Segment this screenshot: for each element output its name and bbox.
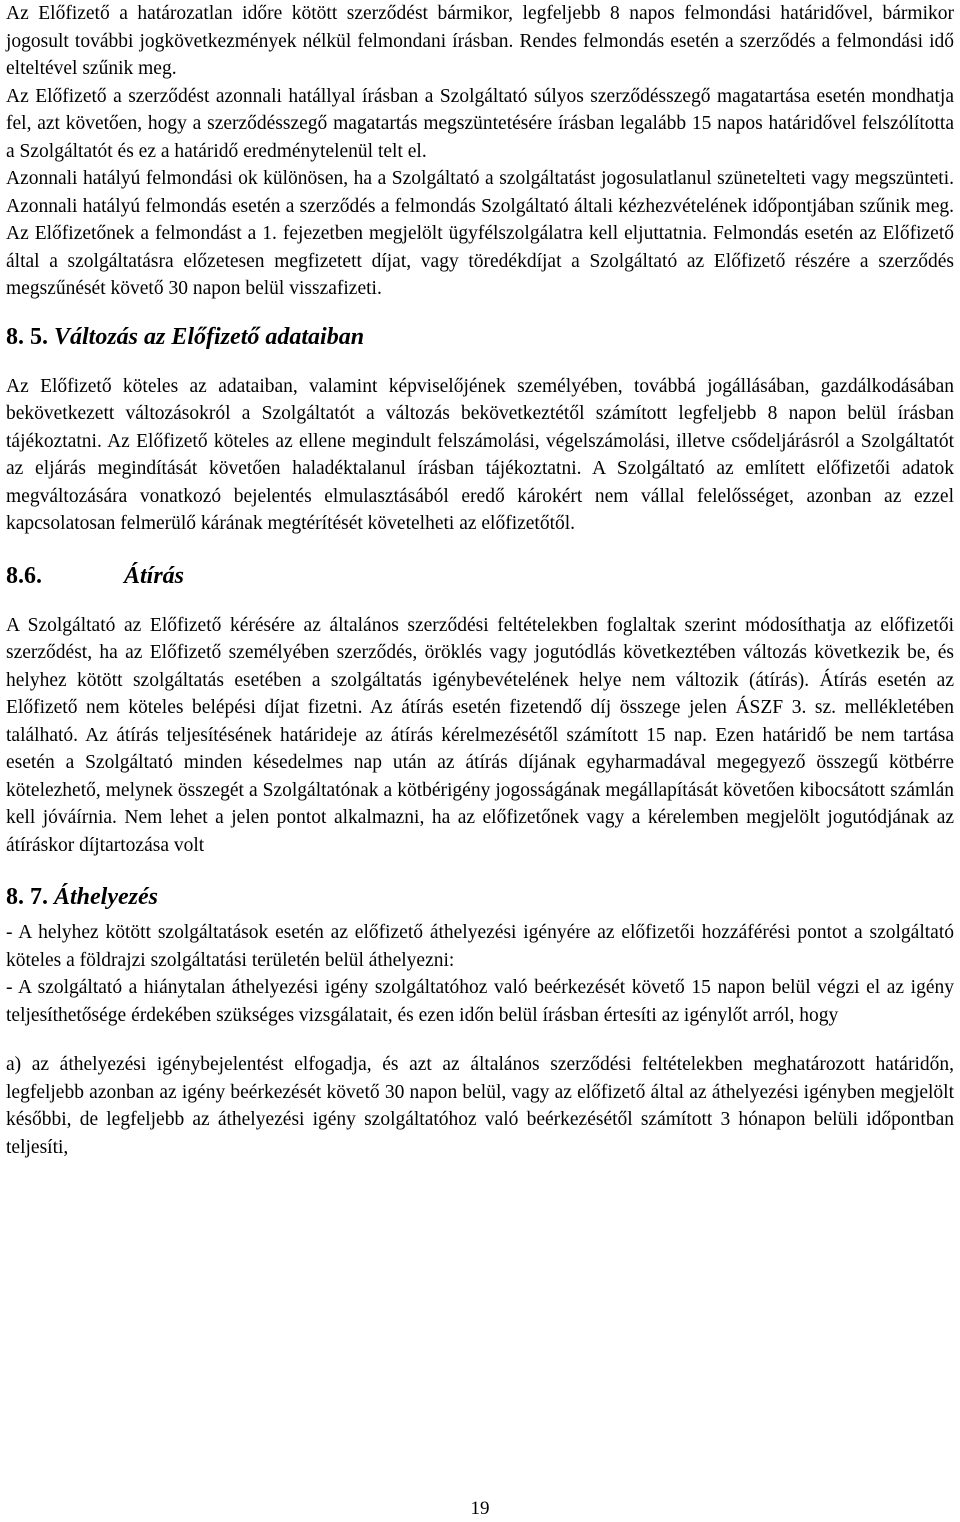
- section-number: 8.6.: [6, 562, 42, 589]
- section-heading-8-5: [6, 323, 954, 351]
- paragraph-termination-immediate: Az Előfizető a szerződést azonnali hatállyal írásban a Szolgáltató súlyos szerződésszegő magatartása esetén mondhatja fel, azt követően, hogy a szerződésszegő magatartás megszüntetésére írásban legalább 15 napos határidővel felszólította a Szolgáltatót és ez a határidő eredménytelenül telt el.: [6, 85, 954, 162]
- section-title: Átírás: [124, 562, 185, 589]
- paragraph-termination-ordinary: Az Előfizető a határozatlan időre kötött szerződést bármikor, legfeljebb 8 napos felmondási határidővel, bármikor jogosult további jogkövetkezmények nélkül felmondani írásban. Rendes felmondás esetén a szerződés a felmondási idő elteltével szűnik meg.: [6, 3, 954, 79]
- section-8-5-body: Az Előfizető köteles az adataiban, valamint képviselőjének személyében, továbbá jogállásában, gazdálkodásában bekövetkezett változásokról a Szolgáltatót a változás bekövetkeztétől számított legfeljebb 8 napon belül írásban tájékoztatni. Az Előfizető köteles az ellene megindult felszámolási, végelszámolási, illetve csődeljárásról a Szolgáltatót az eljárás megindítását követően haladéktalanul írásban tájékoztatni. A Szolgáltató az említett előfizetői adatok megváltozására vonatkozó bejelentés elmulasztásából eredő károkért nem vállal felelősséget, azonban az ezzel kapcsolatosan felmerülő kárának megtérítését követelheti az előfizetőtől.: [6, 375, 954, 534]
- section-heading-8-6: [6, 562, 954, 590]
- section-number: 8. 5.: [6, 323, 48, 350]
- list-item: - A szolgáltató a hiánytalan áthelyezési igény szolgáltatóhoz való beérkezését követő 15 napon belül végzi el az igény teljesíthetősége érdekében szükséges vizsgálatait, és ezen időn belül írásban értesíti az igénylőt arról, hogy: [6, 977, 954, 1026]
- section-title: Áthelyezés: [54, 884, 158, 910]
- section-8-6-body: A Szolgáltató az Előfizető kérésére az általános szerződési feltételekben foglaltak szerint módosíthatja az előfizetői szerződést, ha az Előfizető személyében szerződés, öröklés vagy jogutódlás következtében változás következik be, és helyhez kötött szolgáltatás esetében a szolgáltatás igénybevételének helye nem változik (átírás). Átírás esetén az Előfizető nem köteles belépési díjat fizetni. Az átírás esetén fizetendő díj összege jelen ÁSZF 3. sz. mellékletében található. Az átírás teljesítésének határideje az átírás kérelmezésétől számított 15 nap. Ezen határidő be nem tartása esetén a Szolgáltató minden késedelmes nap után az átírás díjának egyharmadával megegyező összegű kötbérre kötelezhető, melynek összegét a Szolgáltatónak a kötbérigény jogosságának megállapítását követően kibocsátott számlán kell jóváírnia. Nem lehet a jelen pontot alkalmazni, ha az előfizetőnek vagy a kérelemben megjelölt jogutódjának az átíráskor díjtartozása volt: [6, 614, 954, 856]
- document-page: [6, 0, 954, 1161]
- list-item: - A helyhez kötött szolgáltatások esetén az előfizető áthelyezési igényére az előfizetői hozzáférési pontot a szolgáltató köteles a földrajzi szolgáltatási területén belül áthelyezni:: [6, 922, 954, 971]
- list-item-a: a) az áthelyezési igénybejelentést elfogadja, és azt az általános szerződési feltételekben meghatározott határidőn, legfeljebb azonban az igény beérkezését követő 30 napon belül, vagy az előfizető által az áthelyezési igényben megjelölt későbbi, de legfeljebb az áthelyezési igény szolgáltatóhoz való beérkezésétől számított 3 hónapon belüli időpontban teljesíti,: [6, 1054, 954, 1158]
- section-heading-8-7: [6, 883, 954, 911]
- section-number: 8. 7.: [6, 884, 48, 910]
- section-title: Változás az Előfizető adataiban: [54, 323, 365, 350]
- paragraph-immediate-grounds: Azonnali hatályú felmondási ok különösen, ha a Szolgáltató a szolgáltatást jogosulatlanul szünetelteti vagy megszünteti. Azonnali hatályú felmondás esetén a szerződés a felmondás Szolgáltató általi kézhezvételének időpontjában szűnik meg. Az Előfizetőnek a felmondást a 1. fejezetben megjelölt ügyfélszolgálatra kell eljuttatnia. Felmondás esetén az Előfizető által a szolgáltatásra előzetesen megfizetett díjat, vagy töredékdíjat a Szolgáltató az Előfizető részére a szerződés megszűnését követő 30 napon belül visszafizeti.: [6, 168, 954, 299]
- page-number: 19: [470, 1498, 490, 1519]
